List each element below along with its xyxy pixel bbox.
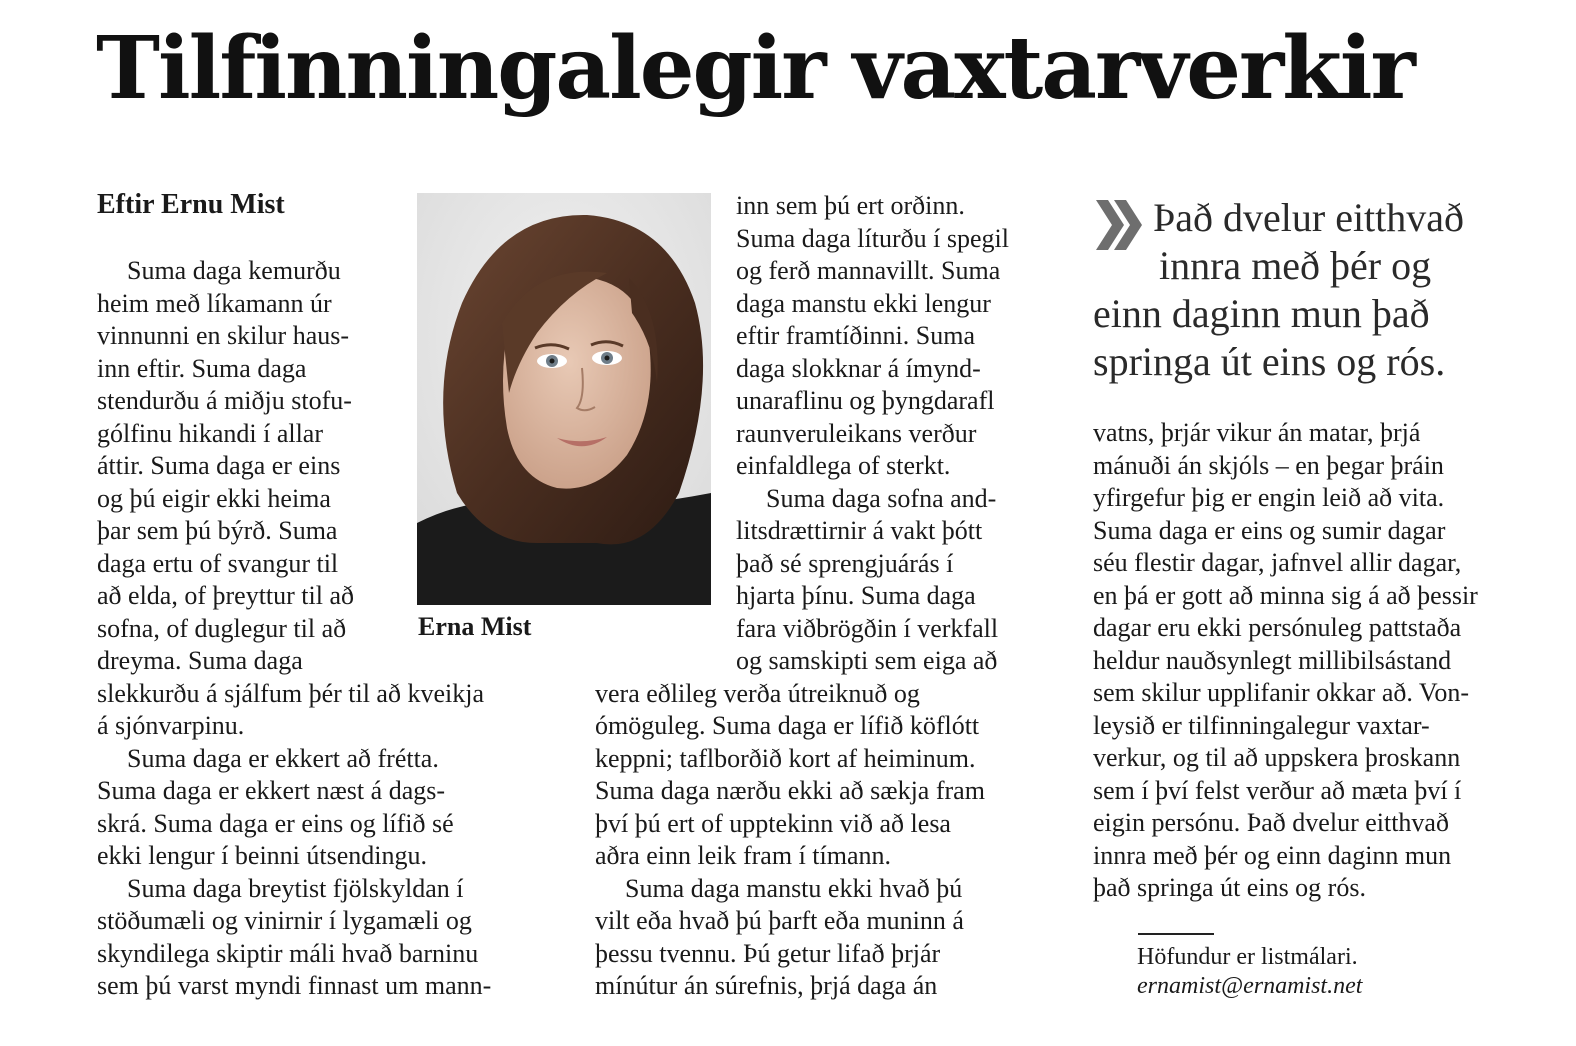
byline: Eftir Ernu Mist <box>97 189 285 220</box>
article-line: unaraflinu og þyngdarafl <box>736 386 995 415</box>
article-line: og þú eigir ekki heima <box>97 483 331 513</box>
article-column-2 <box>595 190 1009 1003</box>
article-line: hjarta þínu. Suma daga <box>736 581 976 610</box>
article-line: keppni; taflborðið kort af heiminum. <box>595 743 976 773</box>
article-line: daga ertu of svangur til <box>97 548 339 578</box>
article-line: á sjónvarpinu. <box>97 711 245 740</box>
article-line: það sé sprengjuárás í <box>736 548 954 578</box>
article-line: þar sem þú býrð. Suma <box>97 516 338 545</box>
article-line: innra með þér og einn daginn mun <box>1093 840 1452 870</box>
article-line: skyndilega skiptir máli hvað barninu <box>97 938 479 968</box>
article-line: þessu tvennu. Þú getur lifað þrjár <box>595 938 941 968</box>
article-line: eigin persónu. Það dvelur eitthvað <box>1093 808 1449 837</box>
article-line: stendurðu á miðju stofu- <box>97 386 352 415</box>
article-line: Suma daga sofna and- <box>766 483 997 513</box>
article-line: sem skilur upplifanir okkar að. Von- <box>1093 678 1469 707</box>
article-line: inn eftir. Suma daga <box>97 353 307 383</box>
article-line: aðra einn leik fram í tímann. <box>595 841 892 870</box>
article-column-1 <box>97 255 491 1003</box>
article-column-3 <box>1093 417 1478 905</box>
article-line: yfirgefur þig er engin leið að vita. <box>1093 483 1445 512</box>
article-line: raunveruleikans verður <box>736 418 977 448</box>
author-note: Höfundur er listmálari. <box>1137 944 1358 970</box>
article-line: ekki lengur í beinni útsendingu. <box>97 841 428 870</box>
article-line: sofna, of duglegur til að <box>97 613 347 643</box>
article-line: einfaldlega of sterkt. <box>736 451 951 480</box>
article-line: litsdrættirnir á vakt þótt <box>736 516 983 545</box>
article-line: Suma daga er ekkert að frétta. <box>127 743 439 773</box>
article-line: dagar eru ekki persónuleg pattstaða <box>1093 613 1462 642</box>
article-line: því þú ert of upptekinn við að lesa <box>595 808 951 838</box>
author-divider <box>1138 933 1214 935</box>
article-line: skrá. Suma daga er eins og lífið sé <box>97 808 454 838</box>
article-line: Suma daga líturðu í spegil <box>736 223 1009 253</box>
article-line: Suma daga er ekkert næst á dags- <box>97 776 446 805</box>
article-line: heldur nauðsynlegt millibilsástand <box>1093 645 1452 675</box>
photo-caption: Erna Mist <box>418 612 532 641</box>
article-line: vatns, þrjár vikur án matar, þrjá <box>1093 418 1421 447</box>
article-line: Suma daga nærðu ekki að sækja fram <box>595 776 985 805</box>
article-line: að elda, of þreyttur til að <box>97 581 355 610</box>
article-line: daga slokknar á ímynd- <box>736 353 981 383</box>
article-line: mínútur án súrefnis, þrjá daga án <box>595 971 938 1000</box>
pull-quote-line: einn daginn mun það <box>1093 291 1430 336</box>
article-line: vilt eða hvað þú þarft eða muninn á <box>595 906 964 935</box>
article-line: vera eðlileg verða útreiknuð og <box>595 678 920 708</box>
article-line: og samskipti sem eiga að <box>736 646 998 675</box>
article-line: verkur, og til að uppskera þroskann <box>1093 743 1461 772</box>
headline: Tilfinningalegir vaxtarverkir <box>96 18 1414 119</box>
article-line: ómöguleg. Suma daga er lífið köflótt <box>595 711 980 740</box>
pull-quote-line: springa út eins og rós. <box>1093 339 1446 384</box>
article-line: og ferð mannavillt. Suma <box>736 256 1001 285</box>
article-line: vinnunni en skilur haus- <box>97 321 350 350</box>
article-line: en þá er gott að minna sig á að þessir <box>1093 580 1478 610</box>
pull-quote <box>1093 194 1464 386</box>
article-line: Suma daga manstu ekki hvað þú <box>625 873 963 903</box>
article-line: mánuði án skjóls – en þegar þráin <box>1093 450 1444 480</box>
pull-quote-line: Það dvelur eitthvað <box>1153 195 1465 240</box>
article-line: daga manstu ekki lengur <box>736 288 991 318</box>
article-line: fara viðbrögðin í verkfall <box>736 613 999 643</box>
article-line: eftir framtíðinni. Suma <box>736 321 976 350</box>
author-email: ernamist@ernamist.net <box>1137 973 1363 999</box>
article-line: sem þú varst myndi finnast um mann- <box>97 971 492 1000</box>
article-line: stöðumæli og vinirnir í lygamæli og <box>97 906 472 935</box>
article-line: gólfinu hikandi í allar <box>97 418 324 448</box>
article-line: inn sem þú ert orðinn. <box>736 191 965 220</box>
article-line: sem í því felst verður að mæta því í <box>1093 775 1462 805</box>
article-line: leysið er tilfinningalegur vaxtar- <box>1093 710 1430 740</box>
article-line: dreyma. Suma daga <box>97 646 303 675</box>
article-line: slekkurðu á sjálfum þér til að kveikja <box>97 678 485 708</box>
article-line: séu flestir dagar, jafnvel allir dagar, <box>1093 548 1462 577</box>
article-line: Suma daga breytist fjölskyldan í <box>127 873 464 903</box>
article-line: það springa út eins og rós. <box>1093 873 1366 902</box>
article-line: Suma daga er eins og sumir dagar <box>1093 515 1446 545</box>
pull-quote-line: innra með þér og <box>1159 243 1432 288</box>
article-line: heim með líkamann úr <box>97 288 332 318</box>
article-line: áttir. Suma daga er eins <box>97 451 341 480</box>
article-line: Suma daga kemurðu <box>127 256 341 285</box>
